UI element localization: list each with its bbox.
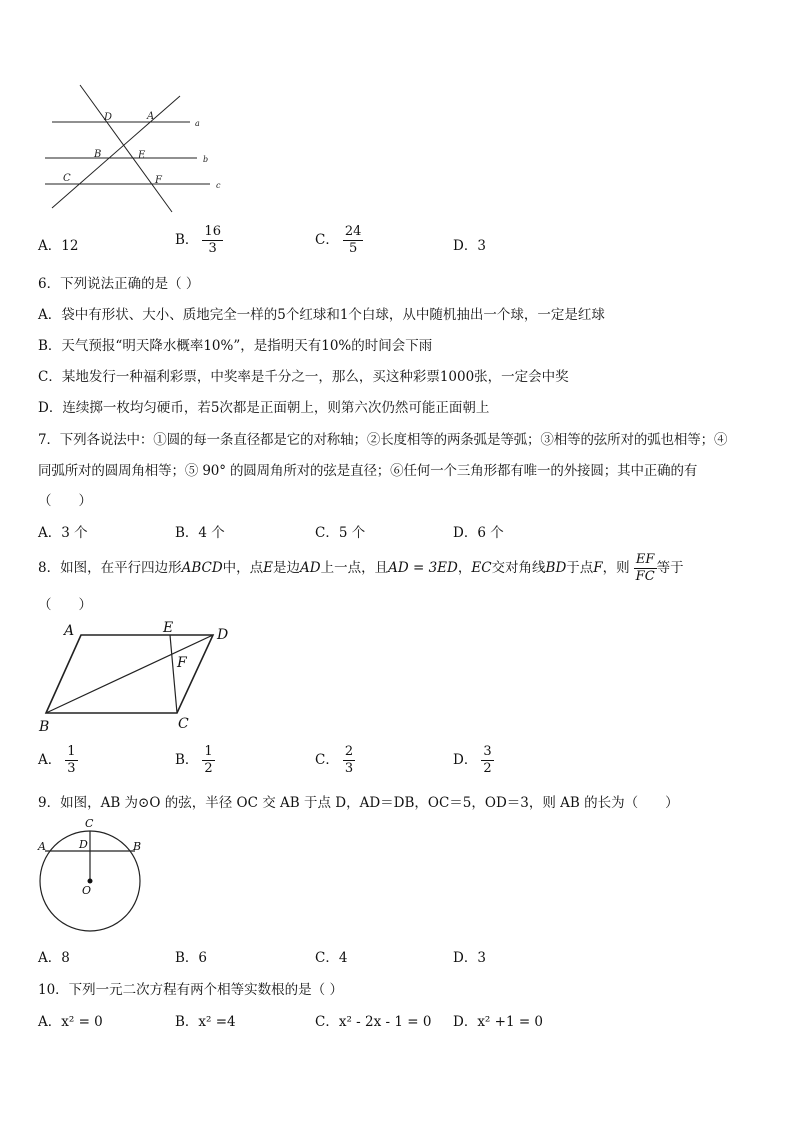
q8-option-c[interactable]: C． $\frac{2}{3}$ xyxy=(315,744,354,776)
label-E: E xyxy=(138,150,146,161)
q9-option-a[interactable]: A．8 xyxy=(38,950,70,966)
fraction: $\frac{24}{5}$ xyxy=(344,224,362,256)
parallel-lines-figure xyxy=(40,80,230,215)
q10-option-a[interactable]: A．x² = 0 xyxy=(38,1014,103,1030)
label-C: C xyxy=(85,817,94,830)
label-B: B xyxy=(94,149,102,160)
q6-option-d[interactable]: D．连续掷一枚均匀硬币，若5次都是正面朝上，则第六次仍然可能正面朝上 xyxy=(38,400,490,416)
q8-option-b[interactable]: B． $\frac{1}{2}$ xyxy=(175,744,213,776)
q9-stem: 9．如图，AB 为⊙O 的弦，半径 OC 交 AB 于点 D，AD＝DB，OC＝5，OD＝3，则 AB 的长为（ ） xyxy=(38,795,679,811)
label-B: B xyxy=(133,840,142,853)
q9-option-b[interactable]: B．6 xyxy=(175,950,208,966)
q10-option-d[interactable]: D．x² +1 = 0 xyxy=(453,1014,544,1030)
q6-option-a[interactable]: A．袋中有形状、大小、质地完全一样的5个红球和1个白球，从中随机抽出一个球，一定是红球 xyxy=(38,307,605,323)
transversal-2 xyxy=(52,96,180,208)
q7-option-b[interactable]: B．4 个 xyxy=(175,525,225,541)
label-F: F xyxy=(177,655,187,671)
q7-stem-line1: 7．下列各说法中：①圆的每一条直径都是它的对称轴；②长度相等的两条弧是等弧；③相等的弦所对的弧也相等；④ xyxy=(38,432,728,448)
ratio-fraction: $\frac{EF}{FC}$ xyxy=(635,552,655,584)
label-A: A xyxy=(147,111,155,122)
q8-option-d[interactable]: D． $\frac{3}{2}$ xyxy=(453,744,492,776)
q7-stem-line3: （ ） xyxy=(38,493,92,509)
q5-option-b[interactable]: B． $\frac{16}{3}$ xyxy=(175,224,221,256)
fraction: $\frac{2}{3}$ xyxy=(344,744,354,776)
label-A: A xyxy=(64,623,75,639)
q5-option-c[interactable]: C． $\frac{24}{5}$ xyxy=(315,224,362,256)
q7-option-a[interactable]: A．3 个 xyxy=(38,525,88,541)
q7-option-d[interactable]: D．6 个 xyxy=(453,525,504,541)
parallelogram-figure xyxy=(35,618,240,738)
center-point xyxy=(88,879,93,884)
q5-option-d[interactable]: D．3 xyxy=(453,238,486,254)
label-D: D xyxy=(79,838,88,851)
label-A: A xyxy=(38,840,46,853)
q8-option-a[interactable]: A． $\frac{1}{3}$ xyxy=(38,744,76,776)
q6-option-b[interactable]: B．天气预报“明天降水概率10%”，是指明天有10%的时间会下雨 xyxy=(38,338,433,354)
diagonal-bd xyxy=(46,635,213,713)
label-c: c xyxy=(216,181,221,190)
label-C: C xyxy=(63,173,71,184)
circle-figure xyxy=(30,812,155,937)
q7-stem-line2: 同弧所对的圆周角相等；⑤ 90° 的圆周角所对的弦是直径；⑥任何一个三角形都有唯一的外接圆；其中正确的有 xyxy=(38,463,698,479)
q9-option-c[interactable]: C．4 xyxy=(315,950,348,966)
q5-option-a[interactable]: A．12 xyxy=(38,238,79,254)
fraction: $\frac{16}{3}$ xyxy=(204,224,221,256)
q10-stem: 10．下列一元二次方程有两个相等实数根的是（ ） xyxy=(38,982,343,998)
q7-option-c[interactable]: C．5 个 xyxy=(315,525,366,541)
label-D: D xyxy=(104,112,113,123)
label-O: O xyxy=(82,884,92,897)
q6-option-c[interactable]: C．某地发行一种福利彩票，中奖率是千分之一，那么，买这种彩票1000张，一定会中奖 xyxy=(38,369,569,385)
label-B: B xyxy=(39,719,50,735)
label-F: F xyxy=(155,175,162,186)
q10-option-c[interactable]: C．x² - 2x - 1 = 0 xyxy=(315,1014,432,1030)
label-a: a xyxy=(195,119,200,128)
q9-option-d[interactable]: D．3 xyxy=(453,950,486,966)
q8-stem-line2: （ ） xyxy=(38,597,92,613)
label-D: D xyxy=(217,627,229,643)
label-E: E xyxy=(163,620,174,636)
label-C: C xyxy=(178,716,189,732)
q8-stem: 8．如图，在平行四边形ABCD中，点E是边AD上一点，且AD = 3ED，EC交对角线BD于点F，则 $\frac{EF}{FC}$ 等于 xyxy=(38,552,684,584)
fraction: $\frac{1}{3}$ xyxy=(67,744,76,776)
q10-option-b[interactable]: B．x² =4 xyxy=(175,1014,236,1030)
fraction: $\frac{1}{2}$ xyxy=(204,744,213,776)
segment-ec xyxy=(170,635,177,713)
fraction: $\frac{3}{2}$ xyxy=(483,744,492,776)
label-b: b xyxy=(203,155,209,164)
q6-stem: 6．下列说法正确的是（ ） xyxy=(38,276,200,292)
